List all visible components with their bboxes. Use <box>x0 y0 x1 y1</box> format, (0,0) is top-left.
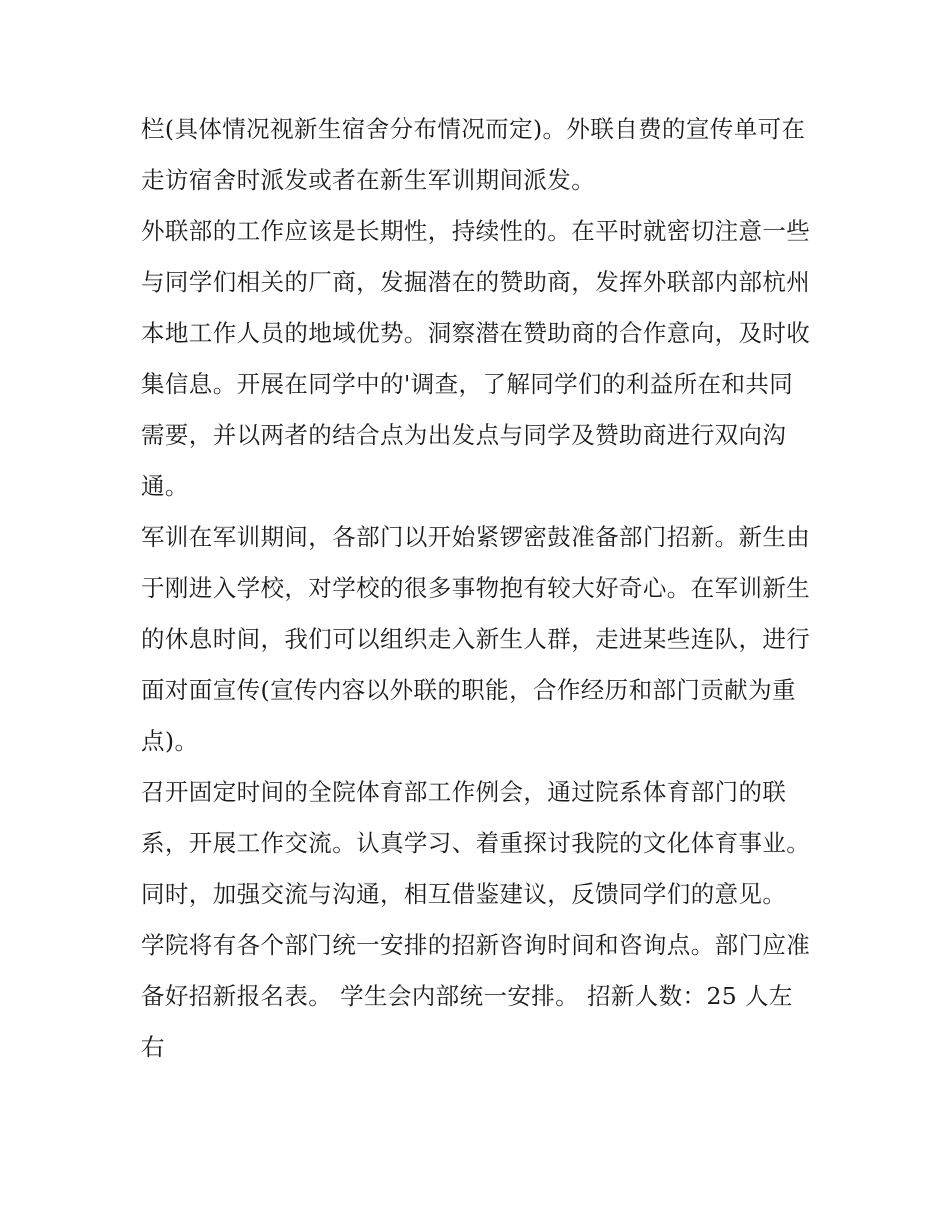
paragraph-external-relations: 外联部的工作应该是长期性，持续性的。在平时就密切注意一些与同学们相关的厂商，发掘潜在的赞助商，发挥外联部内部杭州本地工作人员的地域优势。洞察潜在赞助商的合作意向，及时收集信息。开展在同学中的'调查，了解同学们的利益所在和共同需要，并以两者的结合点为出发点与同学及赞助商进行双向沟通。 <box>141 217 811 500</box>
paragraph-flyers: 栏(具体情况视新生宿舍分布情况而定)。外联自费的宣传单可在走访宿舍时派发或者在新生军训期间派发。 <box>141 115 806 194</box>
paragraph-sports-meeting: 召开固定时间的全院体育部工作例会，通过院系体育部门的联系，开展工作交流。认真学习、着重探讨我院的文化体育事业。同时，加强交流与沟通，相互借鉴建议，反馈同学们的意见。 <box>141 778 811 908</box>
document-body <box>141 104 813 1073</box>
paragraph-recruitment: 学院将有各个部门统一安排的招新咨询时间和咨询点。部门应准备好招新报名表。 学生会内部统一安排。 招新人数：25 人左右 <box>141 931 811 1061</box>
paragraph-military-training: 军训在军训期间，各部门以开始紧锣密鼓准备部门招新。新生由于刚进入学校，对学校的很多事物抱有较大好奇心。在军训新生的休息时间，我们可以组织走入新生人群，走进某些连队，进行面对面宣传(宣传内容以外联的职能，合作经历和部门贡献为重点)。 <box>141 523 811 755</box>
